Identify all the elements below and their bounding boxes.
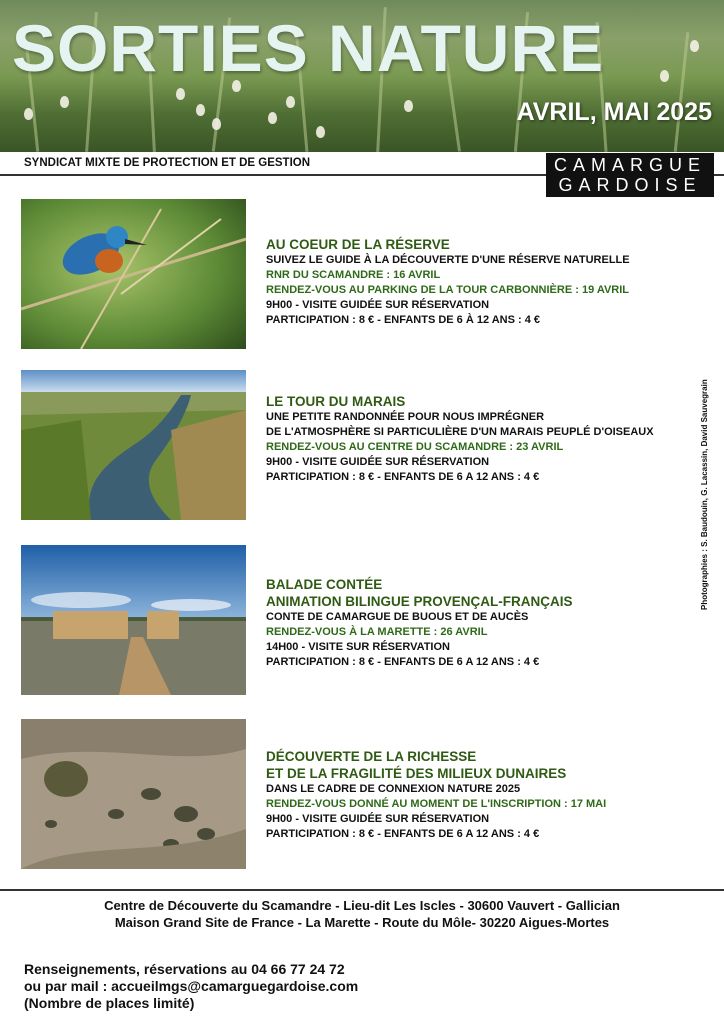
- address-marette: Maison Grand Site de France - La Marette - Route du Môle- 30220 Aigues-Mortes: [114, 915, 610, 930]
- page-title: SORTIES NATURE: [12, 11, 605, 85]
- event-description: CONTE DE CAMARGUE DE BUOUS ET DE AUCÈS: [266, 611, 529, 623]
- logo-line-2: GARDOISE: [558, 175, 702, 195]
- footer-divider: [0, 889, 724, 891]
- kingfisher-photo: [21, 199, 246, 349]
- event-time: 9H00 - VISITE GUIDÉE SUR RÉSERVATION: [266, 299, 490, 311]
- event-title: BALADE CONTÉE: [266, 577, 383, 592]
- event-venue: RNR DU SCAMANDRE : 16 AVRIL: [266, 269, 441, 281]
- event-title: ANIMATION BILINGUE PROVENÇAL-FRANÇAIS: [266, 594, 573, 609]
- contact-phone: Renseignements, réservations au 04 66 77 24 72: [24, 961, 345, 977]
- photo-credit: Photographies : S. Baudouin, G. Lacassin, David Sauvegrain: [700, 379, 709, 610]
- event-description: DE L'ATMOSPHÈRE SI PARTICULIÈRE D'UN MARAIS PEUPLÉ D'OISEAUX: [266, 426, 654, 438]
- event-price: PARTICIPATION : 8 € - ENFANTS DE 6 A 12 ANS : 4 €: [266, 471, 540, 483]
- event-venue: RENDEZ-VOUS AU CENTRE DU SCAMANDRE : 23 AVRIL: [266, 441, 564, 453]
- event-title: AU COEUR DE LA RÉSERVE: [266, 237, 450, 252]
- logo-line-1: CAMARGUE: [553, 155, 706, 175]
- event-title: ET DE LA FRAGILITÉ DES MILIEUX DUNAIRES: [266, 766, 567, 781]
- event-description: DANS LE CADRE DE CONNEXION NATURE 2025: [266, 783, 521, 795]
- event-venue: RENDEZ-VOUS À LA MARETTE : 26 AVRIL: [266, 626, 488, 638]
- event-time: 14H00 - VISITE SUR RÉSERVATION: [266, 641, 450, 653]
- contact-email[interactable]: ou par mail : accueilmgs@camarguegardoise.com: [24, 978, 359, 994]
- event-time: 9H00 - VISITE GUIDÉE SUR RÉSERVATION: [266, 813, 490, 825]
- event-price: PARTICIPATION : 8 € - ENFANTS DE 6 A 12 ANS : 4 €: [266, 828, 540, 840]
- organization-label: SYNDICAT MIXTE DE PROTECTION ET DE GESTION: [24, 157, 311, 169]
- contact-note: (Nombre de places limité): [24, 995, 195, 1011]
- event-time: 9H00 - VISITE GUIDÉE SUR RÉSERVATION: [266, 456, 490, 468]
- dunes-photo: [21, 719, 246, 869]
- camargue-gardoise-logo: [546, 153, 714, 197]
- pontoon-photo: [21, 545, 246, 695]
- event-description: UNE PETITE RANDONNÉE POUR NOUS IMPRÉGNER: [266, 411, 545, 423]
- event-title: LE TOUR DU MARAIS: [266, 394, 406, 409]
- page-dates: AVRIL, MAI 2025: [516, 98, 712, 126]
- event-price: PARTICIPATION : 8 € - ENFANTS DE 6 A 12 ANS : 4 €: [266, 656, 540, 668]
- event-title: DÉCOUVERTE DE LA RICHESSE: [266, 749, 477, 764]
- address-scamandre: Centre de Découverte du Scamandre - Lieu-dit Les Iscles - 30600 Vauvert - Gallician: [104, 898, 620, 913]
- event-venue: RENDEZ-VOUS DONNÉ AU MOMENT DE L'INSCRIPTION : 17 MAI: [266, 798, 607, 810]
- event-description: SUIVEZ LE GUIDE À LA DÉCOUVERTE D'UNE RÉSERVE NATURELLE: [266, 254, 630, 266]
- marsh-photo: [21, 370, 246, 520]
- event-price: PARTICIPATION : 8 € - ENFANTS DE 6 À 12 ANS : 4 €: [266, 314, 541, 326]
- event-venue: RENDEZ-VOUS AU PARKING DE LA TOUR CARBONNIÈRE : 19 AVRIL: [266, 284, 630, 296]
- header-banner: [0, 0, 724, 152]
